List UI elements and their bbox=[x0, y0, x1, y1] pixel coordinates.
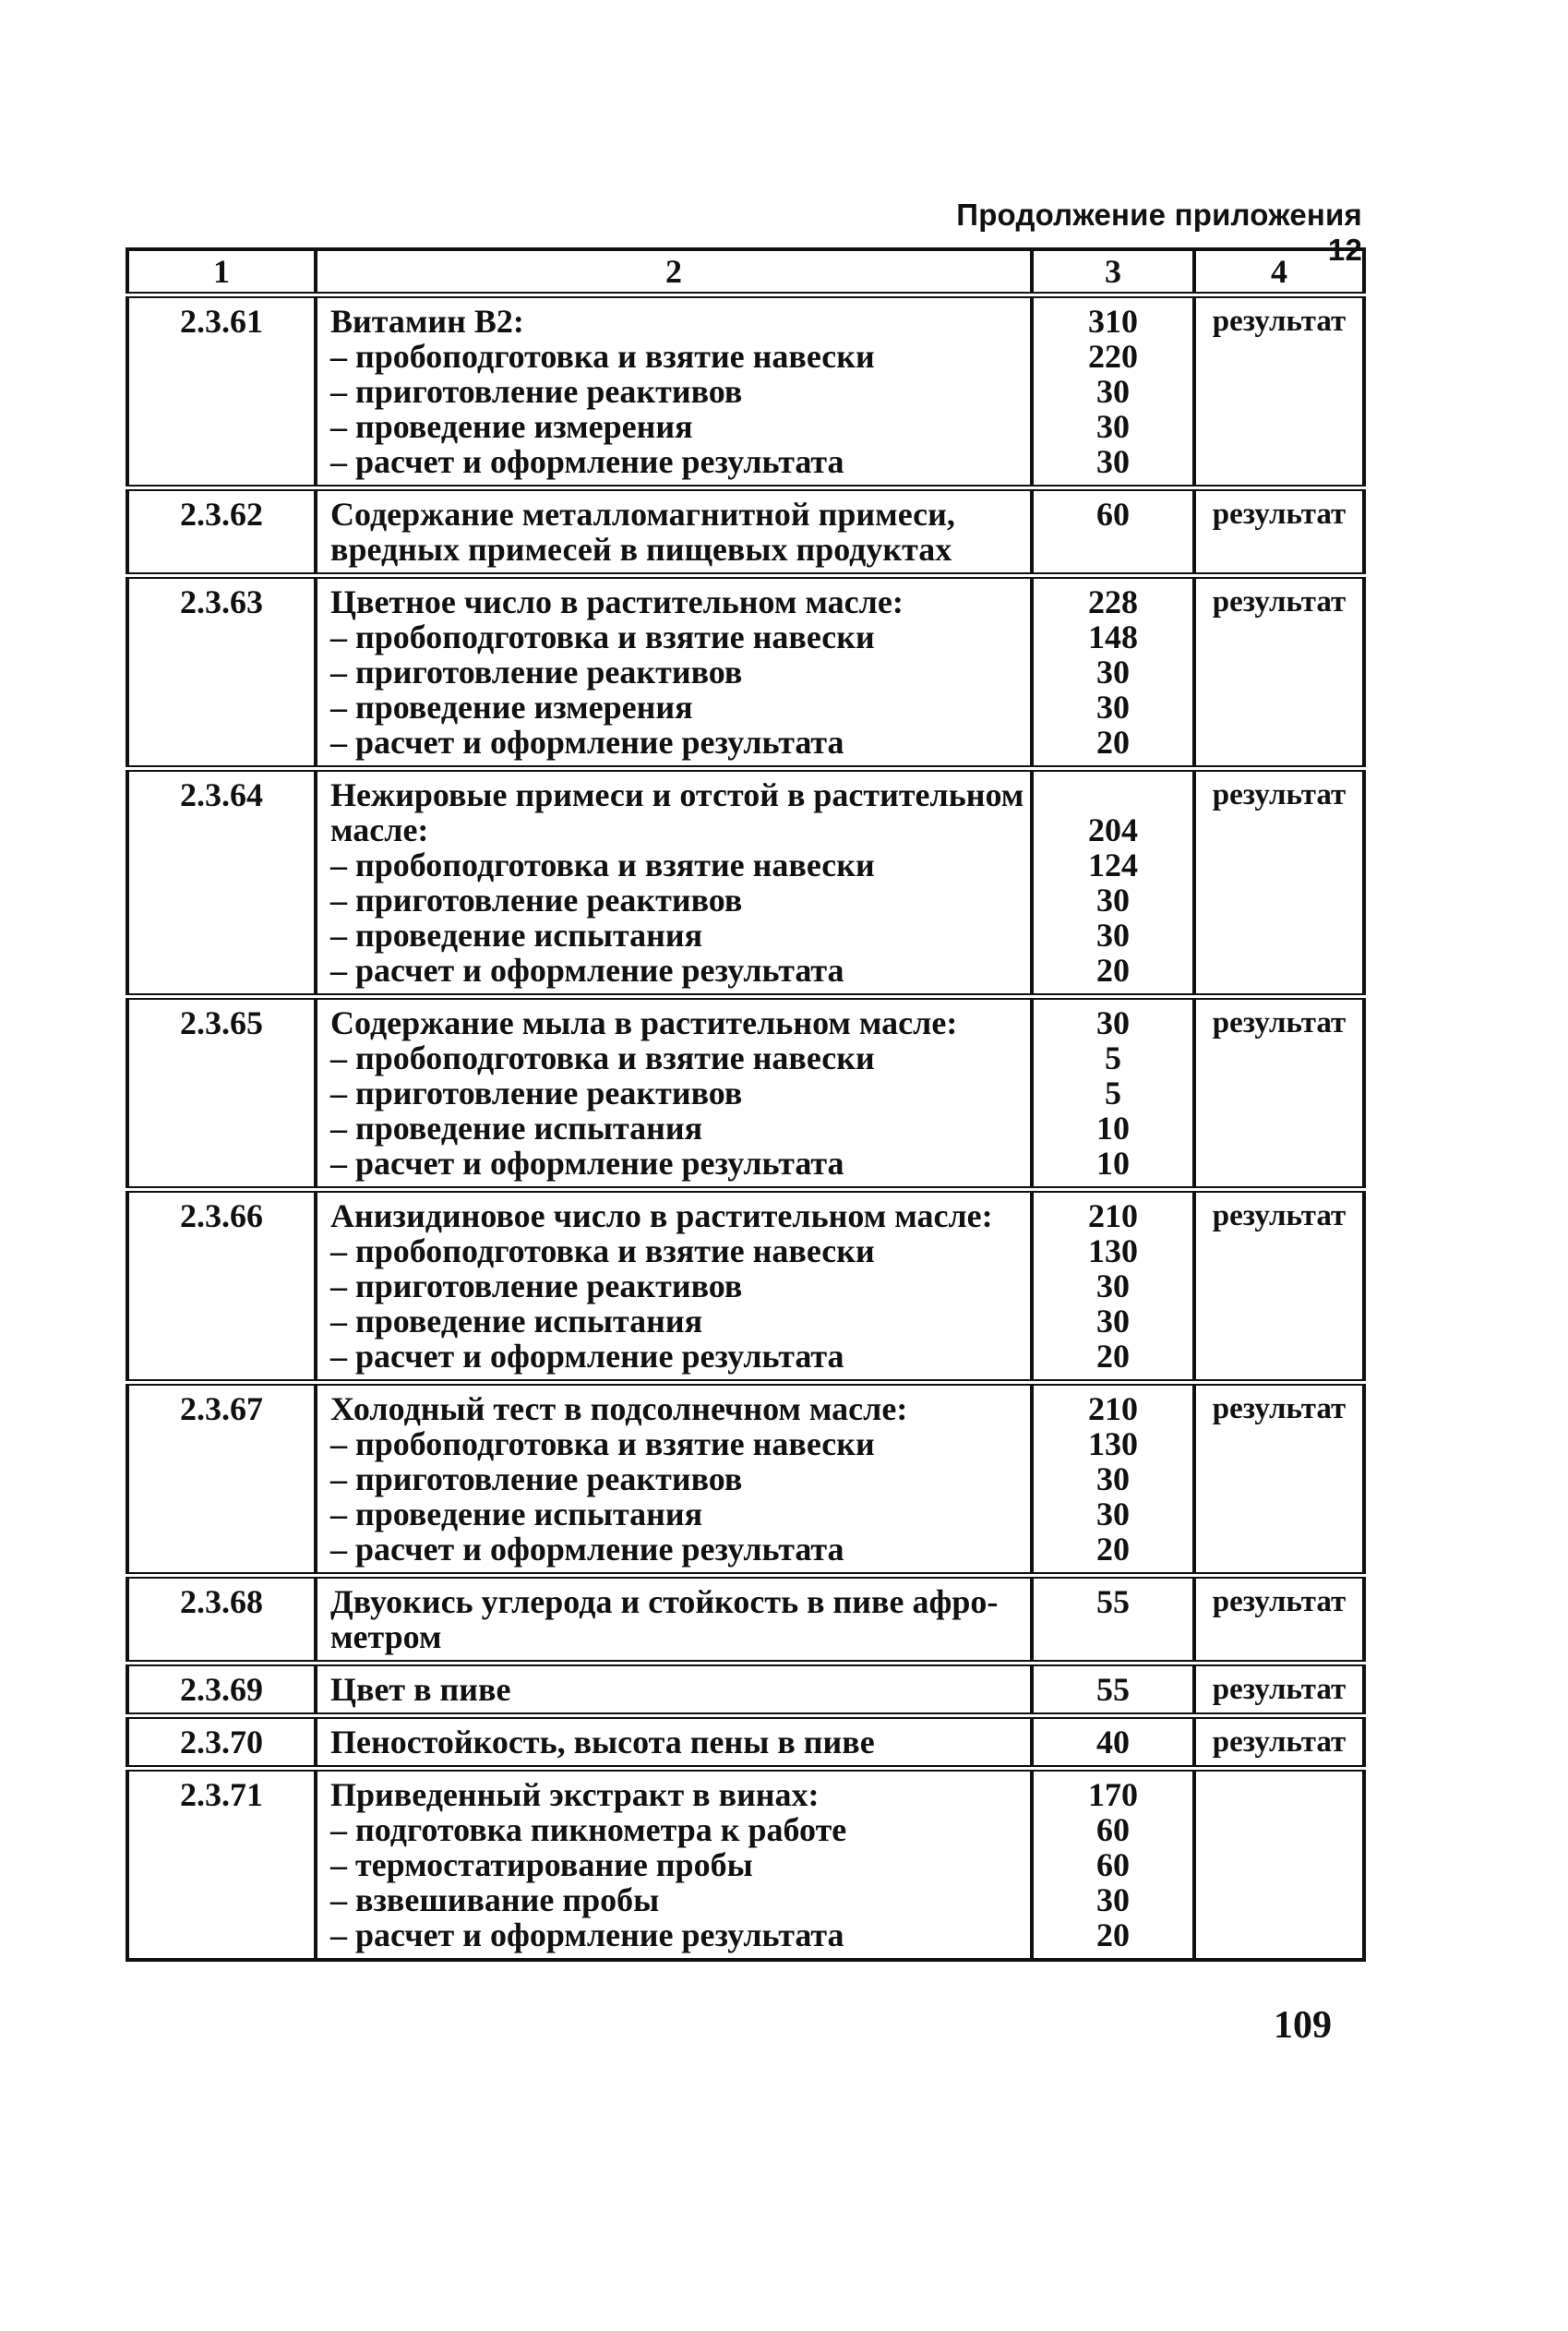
value-line: 30 bbox=[1096, 882, 1130, 919]
item-values bbox=[1032, 295, 1194, 488]
description-line: – проведение измерения bbox=[330, 689, 693, 726]
item-values bbox=[1032, 1716, 1194, 1769]
table-row bbox=[127, 1664, 1364, 1716]
table-row bbox=[127, 488, 1364, 576]
value-line: 30 bbox=[1096, 1268, 1130, 1304]
item-number: 2.3.65 bbox=[127, 997, 316, 1190]
value-line: 30 bbox=[1096, 1881, 1130, 1918]
item-values bbox=[1032, 997, 1194, 1190]
description-line: – пробоподготовка и взятие навески bbox=[330, 1232, 875, 1269]
value-line: 55 bbox=[1096, 1583, 1130, 1620]
value-line: 204 bbox=[1088, 811, 1138, 848]
description-line: – приготовление реактивов bbox=[330, 654, 743, 691]
item-description bbox=[316, 488, 1032, 576]
item-unit: результат bbox=[1194, 1383, 1364, 1576]
value-line: 170 bbox=[1088, 1776, 1138, 1813]
value-line: 20 bbox=[1096, 1338, 1130, 1375]
column-header: 3 bbox=[1032, 249, 1194, 295]
item-number: 2.3.63 bbox=[127, 576, 316, 769]
item-values bbox=[1032, 1190, 1194, 1383]
description-line: – расчет и оформление результата bbox=[330, 724, 844, 761]
item-unit: результат bbox=[1194, 1664, 1364, 1716]
description-line: – приготовление реактивов bbox=[330, 1075, 743, 1111]
description-line: – приготовление реактивов bbox=[330, 1460, 743, 1497]
table-row bbox=[127, 769, 1364, 997]
description-line: – расчет и оформление результата bbox=[330, 952, 844, 989]
description-line: – проведение испытания bbox=[330, 1110, 703, 1147]
description-line: Приведенный экстракт в винах: bbox=[330, 1776, 820, 1813]
item-description bbox=[316, 769, 1032, 997]
description-line: – проведение испытания bbox=[330, 917, 703, 954]
value-line: 30 bbox=[1096, 408, 1130, 445]
item-unit: результат bbox=[1194, 997, 1364, 1190]
value-line: 220 bbox=[1088, 338, 1138, 375]
table-row bbox=[127, 997, 1364, 1190]
value-line: 60 bbox=[1096, 496, 1130, 533]
value-line: 30 bbox=[1096, 1460, 1130, 1497]
item-unit: результат bbox=[1194, 576, 1364, 769]
table-row bbox=[127, 1190, 1364, 1383]
description-line: – проведение испытания bbox=[330, 1496, 703, 1532]
description-line: Двуокись углерода и стойкость в пиве афро- bbox=[330, 1583, 999, 1620]
description-line: – подготовка пикнометра к работе bbox=[330, 1811, 847, 1848]
value-line bbox=[1034, 777, 1192, 812]
appendix-table bbox=[126, 247, 1366, 1962]
item-number: 2.3.70 bbox=[127, 1716, 316, 1769]
item-unit: результат bbox=[1194, 1190, 1364, 1383]
item-unit: результат bbox=[1194, 295, 1364, 488]
table-row bbox=[127, 1716, 1364, 1769]
description-line: – пробоподготовка и взятие навески bbox=[330, 619, 875, 655]
item-unit: результат bbox=[1194, 1576, 1364, 1664]
value-line: 30 bbox=[1096, 1496, 1130, 1532]
description-line: – пробоподготовка и взятие навески bbox=[330, 1039, 875, 1076]
item-values bbox=[1032, 488, 1194, 576]
item-number: 2.3.71 bbox=[127, 1769, 316, 1961]
description-line: – пробоподготовка и взятие навески bbox=[330, 847, 875, 883]
value-line: 10 bbox=[1096, 1145, 1130, 1182]
item-values bbox=[1032, 769, 1194, 997]
column-header: 4 bbox=[1194, 249, 1364, 295]
item-description bbox=[316, 1190, 1032, 1383]
description-line: метром bbox=[330, 1618, 442, 1655]
page-number: 109 bbox=[1274, 2004, 1332, 2047]
value-line: 130 bbox=[1088, 1425, 1138, 1462]
description-line: – расчет и оформление результата bbox=[330, 1338, 844, 1375]
description-line: масле: bbox=[330, 811, 429, 848]
table-header-row bbox=[127, 249, 1364, 295]
item-description bbox=[316, 295, 1032, 488]
description-line: – расчет и оформление результата bbox=[330, 1916, 844, 1953]
description-line: – расчет и оформление результата bbox=[330, 443, 844, 480]
value-line: 30 bbox=[1096, 654, 1130, 691]
value-line: 30 bbox=[1096, 443, 1130, 480]
item-number: 2.3.67 bbox=[127, 1383, 316, 1576]
item-unit: результат bbox=[1194, 488, 1364, 576]
column-header: 2 bbox=[316, 249, 1032, 295]
item-values bbox=[1032, 1383, 1194, 1576]
table-row bbox=[127, 295, 1364, 488]
value-line: 60 bbox=[1096, 1811, 1130, 1848]
item-values bbox=[1032, 1769, 1194, 1961]
description-line: – термостатирование пробы bbox=[330, 1846, 753, 1883]
table-body bbox=[127, 249, 1364, 1960]
item-number: 2.3.61 bbox=[127, 295, 316, 488]
value-line: 60 bbox=[1096, 1846, 1130, 1883]
description-line: – проведение испытания bbox=[330, 1303, 703, 1340]
description-line: Содержание мыла в растительном масле: bbox=[330, 1004, 958, 1041]
description-line: Анизидиновое число в растительном масле: bbox=[330, 1197, 993, 1234]
item-unit: результат bbox=[1194, 1716, 1364, 1769]
table-row bbox=[127, 1769, 1364, 1961]
description-line: – расчет и оформление результата bbox=[330, 1531, 844, 1568]
item-unit bbox=[1194, 1769, 1364, 1961]
item-number: 2.3.62 bbox=[127, 488, 316, 576]
value-line: 30 bbox=[1096, 917, 1130, 954]
description-line: – пробоподготовка и взятие навески bbox=[330, 338, 875, 375]
value-line: 20 bbox=[1096, 724, 1130, 761]
item-description bbox=[316, 1664, 1032, 1716]
value-line: 30 bbox=[1096, 373, 1130, 410]
value-line: 210 bbox=[1088, 1197, 1138, 1234]
table-continuation-note: Продолжение приложения 12 bbox=[956, 198, 1362, 267]
table-row bbox=[127, 576, 1364, 769]
item-unit: результат bbox=[1194, 769, 1364, 997]
value-line: 30 bbox=[1096, 689, 1130, 726]
description-line: – расчет и оформление результата bbox=[330, 1145, 844, 1182]
item-description bbox=[316, 1383, 1032, 1576]
description-line: Пеностойкость, высота пены в пиве bbox=[330, 1724, 875, 1760]
item-values bbox=[1032, 1576, 1194, 1664]
value-line: 10 bbox=[1096, 1110, 1130, 1147]
value-line: 30 bbox=[1096, 1004, 1130, 1041]
item-description bbox=[316, 997, 1032, 1190]
description-line: Цвет в пиве bbox=[330, 1671, 511, 1708]
item-number: 2.3.64 bbox=[127, 769, 316, 997]
item-values bbox=[1032, 1664, 1194, 1716]
value-line: 20 bbox=[1096, 1531, 1130, 1568]
column-header: 1 bbox=[127, 249, 316, 295]
value-line: 20 bbox=[1096, 952, 1130, 989]
value-line: 5 bbox=[1105, 1075, 1121, 1111]
value-line: 40 bbox=[1096, 1724, 1130, 1760]
table-row bbox=[127, 1576, 1364, 1664]
value-line: 55 bbox=[1096, 1671, 1130, 1708]
value-line: 148 bbox=[1088, 619, 1138, 655]
description-line: – взвешивание пробы bbox=[330, 1881, 660, 1918]
item-description bbox=[316, 576, 1032, 769]
value-line: 30 bbox=[1096, 1303, 1130, 1340]
description-line: вредных примесей в пищевых продуктах bbox=[330, 531, 952, 568]
item-number: 2.3.69 bbox=[127, 1664, 316, 1716]
item-values bbox=[1032, 576, 1194, 769]
item-description bbox=[316, 1716, 1032, 1769]
description-line: Витамин В2: bbox=[330, 303, 524, 340]
description-line: – приготовление реактивов bbox=[330, 1268, 743, 1304]
description-line: – приготовление реактивов bbox=[330, 882, 743, 919]
item-number: 2.3.68 bbox=[127, 1576, 316, 1664]
description-line: Цветное число в растительном масле: bbox=[330, 583, 904, 620]
table-row bbox=[127, 1383, 1364, 1576]
description-line: Холодный тест в подсолнечном масле: bbox=[330, 1390, 908, 1427]
item-description bbox=[316, 1769, 1032, 1961]
description-line: – пробоподготовка и взятие навески bbox=[330, 1425, 875, 1462]
description-line: – приготовление реактивов bbox=[330, 373, 743, 410]
value-line: 130 bbox=[1088, 1232, 1138, 1269]
description-line: Содержание металломагнитной примеси, bbox=[330, 496, 955, 533]
item-description bbox=[316, 1576, 1032, 1664]
value-line: 124 bbox=[1088, 847, 1138, 883]
description-line: Нежировые примеси и отстой в растительном bbox=[330, 776, 1024, 813]
value-line: 5 bbox=[1105, 1039, 1121, 1076]
value-line: 210 bbox=[1088, 1390, 1138, 1427]
item-number: 2.3.66 bbox=[127, 1190, 316, 1383]
value-line: 20 bbox=[1096, 1916, 1130, 1953]
value-line: 310 bbox=[1088, 303, 1138, 340]
description-line: – проведение измерения bbox=[330, 408, 693, 445]
value-line: 228 bbox=[1088, 583, 1138, 620]
